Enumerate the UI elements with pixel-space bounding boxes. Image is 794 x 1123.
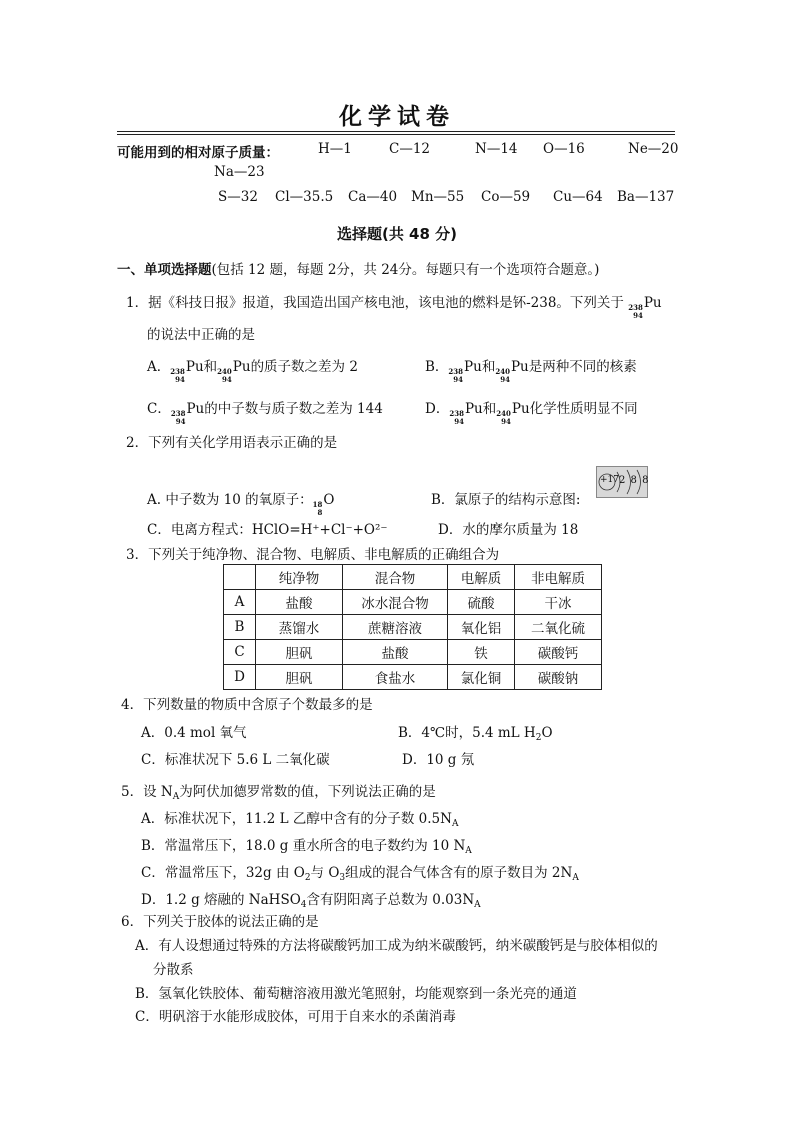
mass-mn: Mn—55 <box>411 189 465 205</box>
mass-ba: Ba—137 <box>617 189 675 205</box>
table-cell: 碳酸钙 <box>515 640 602 665</box>
chlorine-atom-diagram <box>596 466 648 498</box>
mass-c: C—12 <box>389 141 431 157</box>
table-cell: C <box>224 640 256 665</box>
table-cell: B <box>224 615 256 640</box>
table-header: 非电解质 <box>515 565 602 590</box>
table-cell: 盐酸 <box>343 640 448 665</box>
q2-option-d[interactable]: D．水的摩尔质量为 18 <box>438 522 579 538</box>
q1-option-c[interactable]: C． 238 94 Pu的中子数与质子数之差为 144 <box>147 401 383 426</box>
q2-stem: 2．下列有关化学用语表示正确的是 <box>126 435 338 451</box>
q3-stem: 3．下列关于纯净物、混合物、电解质、非电解质的正确组合为 <box>126 547 500 563</box>
mass-n: N—14 <box>475 141 518 157</box>
table-cell: 氯化铜 <box>448 665 515 690</box>
q4-option-a[interactable]: A．0.4 mol 氧气 <box>141 725 247 741</box>
table-row <box>224 590 602 615</box>
table-cell: 冰水混合物 <box>343 590 448 615</box>
table-row <box>224 615 602 640</box>
q3-table <box>223 564 602 690</box>
atomic-mass-label: 可能用到的相对原子质量： <box>117 145 279 161</box>
q2-option-a[interactable]: A. 中子数为 10 的氧原子： 18 8 O <box>147 492 335 517</box>
mass-h: H—1 <box>318 141 352 157</box>
table-cell: 胆矾 <box>256 665 343 690</box>
q1-stem: 1．据《科技日报》报道，我国造出国产核电池，该电池的燃料是钚-238。下列关于 238 94 Pu <box>126 295 662 320</box>
mass-co: Co—59 <box>481 189 531 205</box>
table-cell: 食盐水 <box>343 665 448 690</box>
mass-cu: Cu—64 <box>553 189 603 205</box>
header-rule-bottom <box>117 134 675 135</box>
q4-option-c[interactable]: C．标准状况下 5.6 L 二氧化碳 <box>141 752 330 768</box>
table-cell: D <box>224 665 256 690</box>
q6-stem: 6．下列关于胶体的说法正确的是 <box>121 914 319 930</box>
q5-stem: 5．设 $N_A$为阿伏加德罗常数的值，下列说法正确的是 <box>121 784 436 802</box>
table-cell: 碳酸钠 <box>515 665 602 690</box>
table-cell: 氧化铝 <box>448 615 515 640</box>
part1-instructions: (包括 12 题，每题 2分，共 24分。每题只有一个选项符合题意。) <box>211 262 600 278</box>
q4-option-d[interactable]: D．10 g 氖 <box>402 752 475 768</box>
part1-heading <box>117 258 599 278</box>
table-row <box>224 640 602 665</box>
nuclide-pu238: 238 94 <box>628 303 643 320</box>
atom-shell-labels: 2 8 8 <box>619 475 650 486</box>
table-header: 纯净物 <box>256 565 343 590</box>
table-header <box>224 565 256 590</box>
q6-option-a-cont: 分散系 <box>153 962 194 978</box>
q1-option-b[interactable]: B． 238 94 Pu和 240 94 Pu是两种不同的核素 <box>425 359 637 384</box>
q6-option-c[interactable]: C．明矾溶于水能形成胶体，可用于自来水的杀菌消毒 <box>135 1009 456 1025</box>
q4-option-b[interactable]: B．4℃时，5.4 mL $H_2O$ <box>398 725 553 743</box>
table-cell: 硫酸 <box>448 590 515 615</box>
q4-stem: 4．下列数量的物质中含原子个数最多的是 <box>121 697 373 713</box>
table-cell: 二氧化硫 <box>515 615 602 640</box>
table-cell: 铁 <box>448 640 515 665</box>
q5-option-d[interactable]: D．1.2 g 熔融的 NaHSO$_4$含有阴阳离子总数为 $0.03N_A$ <box>141 892 481 910</box>
mass-s: S—32 <box>218 189 258 205</box>
table-cell: 蔗糖溶液 <box>343 615 448 640</box>
q1-option-a[interactable]: A． 238 94 Pu和 240 94 Pu的质子数之差为 2 <box>147 359 358 384</box>
q1-line2: 的说法中正确的是 <box>147 327 255 343</box>
q2-option-b[interactable]: B．氯原子的结构示意图: <box>431 492 581 508</box>
table-cell: 胆矾 <box>256 640 343 665</box>
q1-line1: 1．据《科技日报》报道，我国造出国产核电池，该电池的燃料是钚-238。下列关于 <box>126 295 624 311</box>
table-header: 电解质 <box>448 565 515 590</box>
q5-option-a[interactable]: A．标准状况下，11.2 L 乙醇中含有的分子数 $0.5N_A$ <box>141 811 459 829</box>
q5-option-b[interactable]: B．常温常压下，18.0 g 重水所含的电子数约为 10 $N_A$ <box>141 838 472 856</box>
q5-option-c[interactable]: C．常温常压下，32g 由 $O_2$与 $O_3$组成的混合气体含有的原子数目为 $2N_A$ <box>141 865 579 883</box>
mass-ne: Ne—20 <box>628 141 679 157</box>
q6-option-a[interactable]: A．有人设想通过特殊的方法将碳酸钙加工成为纳米碳酸钙，纳米碳酸钙是与胶体相似的 <box>135 938 658 954</box>
page-title: 化学试卷 <box>339 104 455 130</box>
atom-nucleus-label: +17 <box>600 475 619 485</box>
q6-option-b[interactable]: B．氢氧化铁胶体、葡萄糖溶液用激光笔照射，均能观察到一条光亮的通道 <box>135 986 577 1002</box>
table-header: 混合物 <box>343 565 448 590</box>
mass-ca: Ca—40 <box>348 189 398 205</box>
table-cell: 蒸馏水 <box>256 615 343 640</box>
mass-cl: Cl—35.5 <box>275 189 334 205</box>
mass-o: O—16 <box>543 141 585 157</box>
table-cell: 盐酸 <box>256 590 343 615</box>
section-title: 选择题(共 48 分) <box>336 225 458 243</box>
q2-option-c[interactable]: C．电离方程式：HClO=H⁺+Cl⁻+O²⁻ <box>147 522 388 538</box>
table-row <box>224 665 602 690</box>
header-rule-top <box>117 131 675 132</box>
mass-na: Na—23 <box>214 164 265 180</box>
part1-label: 一、单项选择题 <box>117 262 212 278</box>
table-header-row <box>224 565 602 590</box>
table-cell: A <box>224 590 256 615</box>
table-cell: 干冰 <box>515 590 602 615</box>
q1-option-d[interactable]: D． 238 94 Pu和 240 94 Pu化学性质明显不同 <box>425 401 638 426</box>
